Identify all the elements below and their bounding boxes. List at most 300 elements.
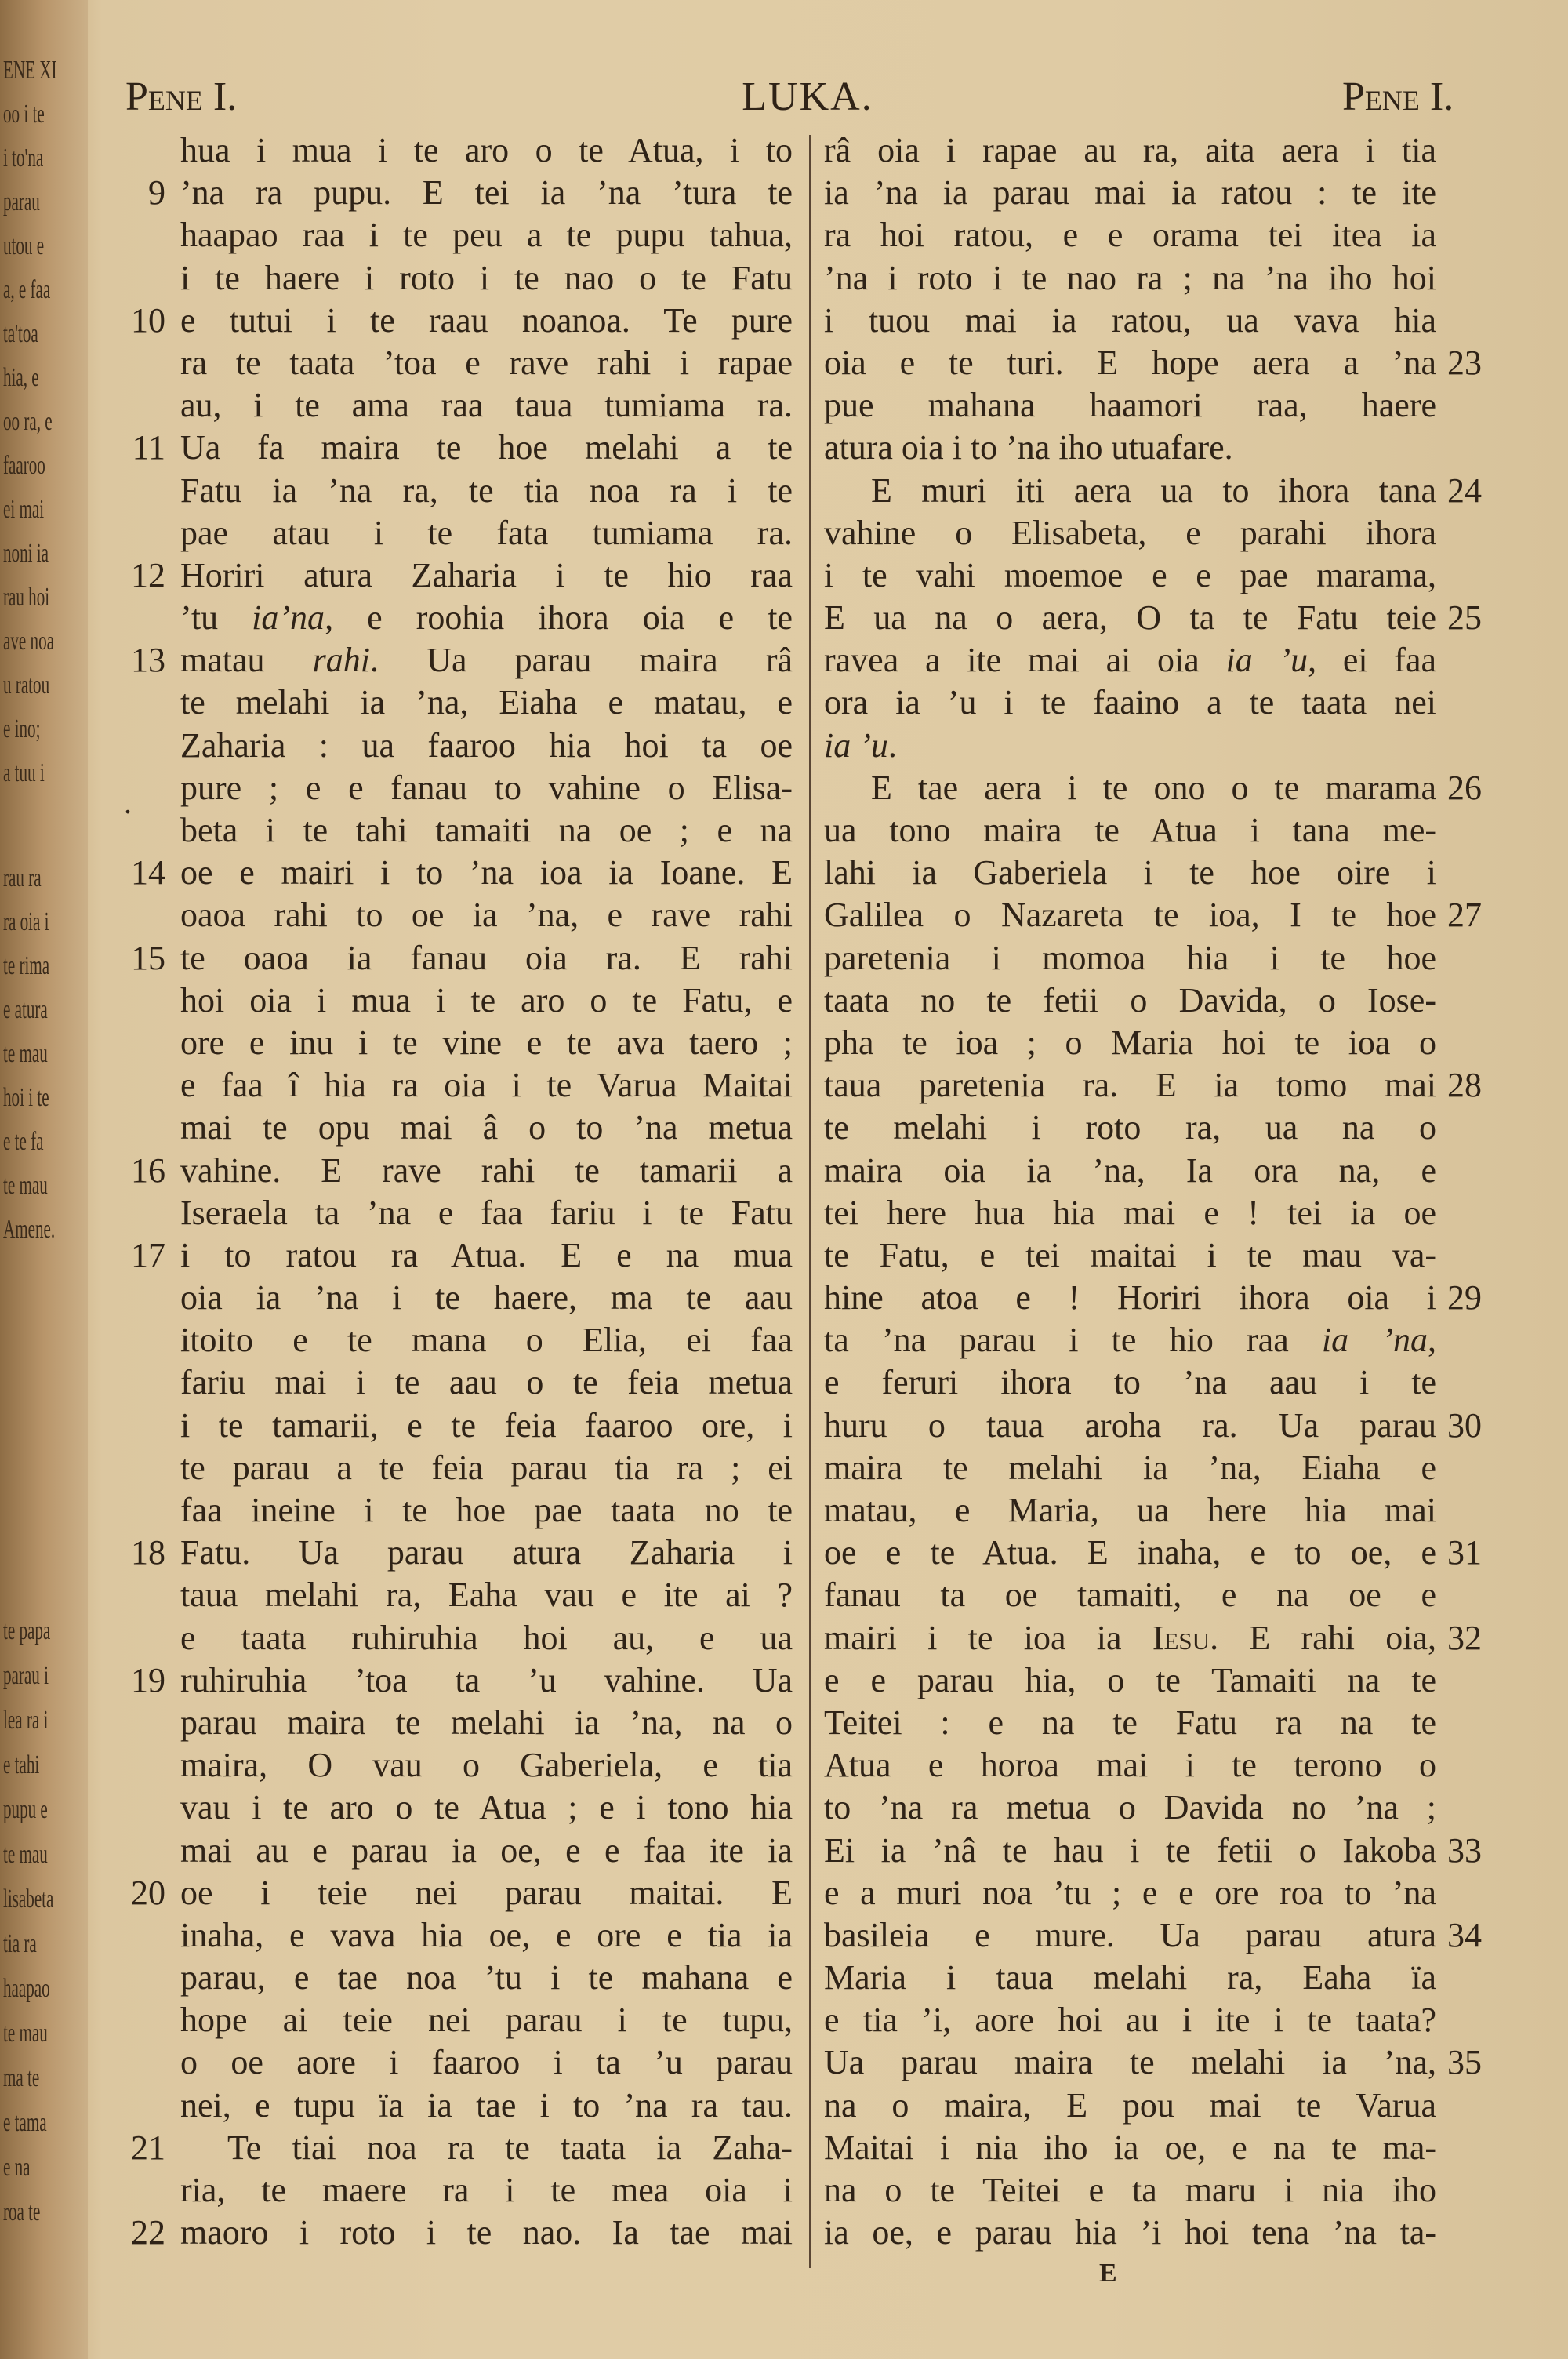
text-line <box>824 1872 1436 1914</box>
line-text <box>180 1702 793 1744</box>
verse-number: 10 <box>131 300 165 340</box>
margin-fragment: a tuu i <box>3 758 45 787</box>
text-line <box>180 1022 793 1064</box>
text-line <box>824 1361 1436 1404</box>
text-line <box>824 1999 1436 2041</box>
text-line <box>180 1192 793 1234</box>
text-segment: ia ’na ia parau mai ia ratou : te ite <box>824 173 1436 213</box>
text-line <box>824 384 1436 427</box>
text-line <box>180 682 793 724</box>
line-text <box>180 1914 793 1957</box>
text-segment: paretenia i momoa hia i te hoe <box>824 938 1436 977</box>
text-segment: parau, e tae noa ’tu i te mahana e <box>180 1958 793 1997</box>
margin-fragment: te papa <box>3 1616 51 1645</box>
text-line <box>824 1957 1436 1999</box>
text-segment: ore e inu i te vine e te ava taero ; <box>180 1023 793 1062</box>
text-line <box>180 1319 793 1361</box>
text-segment: taua paretenia ra. E ia tomo mai <box>824 1066 1436 1105</box>
text-line <box>180 1702 793 1744</box>
text-line <box>824 1744 1436 1787</box>
line-text <box>180 1574 793 1616</box>
text-line <box>131 1872 793 1914</box>
text-line <box>824 1489 1436 1532</box>
text-segment: e faa î hia ra oia i te Varua Maitai <box>180 1066 793 1105</box>
text-segment: maira te melahi ia ’na, Eiaha e <box>824 1448 1436 1487</box>
text-segment: Te tiai noa ra te taata ia Zaha- <box>227 2128 793 2167</box>
line-text <box>180 214 793 256</box>
line-text <box>824 172 1436 214</box>
line-text <box>824 554 1436 597</box>
text-segment: ra te taata ’toa e rave rahi i rapae <box>180 343 793 382</box>
text-segment: , <box>1428 1321 1436 1360</box>
line-text <box>824 852 1436 894</box>
line-text <box>180 725 793 767</box>
line-text <box>824 2212 1436 2254</box>
text-line <box>824 2085 1436 2127</box>
text-line <box>824 1277 1482 1319</box>
line-text <box>824 2041 1436 2084</box>
text-line <box>824 172 1436 214</box>
line-text <box>180 809 793 852</box>
verse-number: 34 <box>1447 1915 1482 1954</box>
line-text <box>180 1150 793 1192</box>
text-segment: oia e te turi. E hope aera a ’na <box>824 343 1436 382</box>
text-line <box>824 682 1436 724</box>
text-line <box>824 1914 1482 1957</box>
line-text <box>180 852 793 894</box>
line-text <box>824 725 1436 767</box>
line-text <box>824 1361 1436 1404</box>
margin-fragment: oo i te <box>3 100 45 129</box>
text-line <box>824 1702 1436 1744</box>
margin-fragment: a, e faa <box>3 275 51 304</box>
margin-fragment: hia, e <box>3 363 39 392</box>
line-text <box>180 597 793 639</box>
line-text <box>824 1702 1436 1744</box>
text-segment: Ua parau maira te melahi ia ’na, <box>824 2043 1436 2082</box>
text-line <box>824 427 1436 469</box>
text-line <box>180 470 793 512</box>
line-text <box>824 1914 1436 1957</box>
text-line <box>824 554 1436 597</box>
running-header-right: Pene I. <box>1342 75 1454 119</box>
line-text <box>824 300 1436 342</box>
text-segment: maoro i roto i te nao. Ia tae mai <box>180 2213 793 2252</box>
margin-fragment: te mau <box>3 1171 48 1200</box>
text-segment: ria, te maere ra i te mea oia i <box>180 2171 793 2209</box>
text-segment: maira oia ia ’na, Ia ora na, e <box>824 1150 1436 1190</box>
text-segment: mai au e parau ia oe, e e faa ite ia <box>180 1830 793 1870</box>
verse-number: 15 <box>131 938 165 977</box>
text-line <box>180 512 793 554</box>
line-text <box>180 129 793 172</box>
verse-number: 20 <box>131 1873 165 1912</box>
line-text <box>180 1022 793 1064</box>
line-text <box>180 1192 793 1234</box>
text-segment: basileia e mure. Ua parau atura <box>824 1915 1436 1954</box>
margin-fragment: rau hoi <box>3 583 50 612</box>
text-line <box>131 852 793 894</box>
line-text <box>824 597 1436 639</box>
text-segment: maira, O vau o Gaberiela, e tia <box>180 1746 793 1785</box>
text-line <box>824 1532 1482 1574</box>
text-segment: fanau ta oe tamaiti, e na oe e <box>824 1576 1436 1615</box>
margin-fragment: noni ia <box>3 539 49 568</box>
text-segment: râ oia i rapae au ra, aita aera i tia <box>824 131 1436 169</box>
margin-fragment: e te fa <box>3 1127 44 1156</box>
text-line <box>180 1787 793 1829</box>
text-line <box>824 2041 1482 2084</box>
line-text <box>180 554 793 597</box>
margin-fragment: pupu e <box>3 1795 48 1824</box>
text-segment: ravea a ite mai ai oia <box>824 641 1226 680</box>
line-text <box>824 1659 1436 1702</box>
text-segment: ia oe, e parau hia ’i hoi tena ’na ta- <box>824 2213 1436 2252</box>
line-text <box>824 1489 1436 1532</box>
text-line <box>824 2127 1436 2169</box>
line-text <box>180 1361 793 1404</box>
text-segment: , ei faa <box>1308 641 1436 680</box>
text-line <box>131 1234 793 1277</box>
text-segment: e e parau hia, o te Tamaiti na te <box>824 1660 1436 1699</box>
text-segment: oaoa rahi to oe ia ’na, e rave rahi <box>180 896 793 935</box>
text-segment: parau maira te melahi ia ’na, na o <box>180 1703 793 1742</box>
text-line <box>824 597 1482 639</box>
text-segment: Maria i taua melahi ra, Eaha ïa <box>824 1958 1436 1997</box>
text-segment: lahi ia Gaberiela i te hoe oire i <box>824 853 1436 892</box>
margin-fragment: hoi i te <box>3 1083 49 1112</box>
margin-fragment: ENE XI <box>3 56 57 85</box>
margin-fragment: Amene. <box>3 1215 56 1244</box>
text-line <box>180 809 793 852</box>
text-segment: vahine o Elisabeta, e parahi ihora <box>824 513 1436 552</box>
text-line <box>180 384 793 427</box>
margin-fragment: te mau <box>3 1840 48 1869</box>
text-segment: oe i teie nei parau maitai. E <box>180 1873 793 1912</box>
line-text <box>824 129 1436 172</box>
text-segment: mai te opu mai â o to ’na metua <box>180 1108 793 1147</box>
margin-fragment: i to'na <box>3 144 44 173</box>
line-text <box>824 1064 1436 1107</box>
text-segment: E muri iti aera ua to ihora tana <box>871 471 1436 510</box>
text-line <box>824 767 1482 809</box>
text-segment: e a muri noa ’tu ; e e ore roa to ’na <box>824 1873 1436 1912</box>
line-text <box>824 1107 1436 1149</box>
text-segment: o oe aore i faaroo i ta ’u parau <box>180 2043 793 2082</box>
text-line <box>824 1617 1482 1659</box>
verse-number: 11 <box>132 428 165 467</box>
running-header-left: Pene I. <box>125 75 238 119</box>
text-segment: pha te ioa ; o Maria hoi te ioa o <box>824 1023 1436 1062</box>
line-text <box>824 1744 1436 1787</box>
line-text <box>180 1744 793 1787</box>
text-segment: , e roohia ihora oia e te <box>325 598 793 638</box>
line-text <box>824 639 1436 682</box>
line-text <box>824 2085 1436 2127</box>
text-segment: . E rahi oia, <box>1210 1618 1436 1657</box>
text-segment: pae atau i te fata tumiama ra. <box>180 513 793 552</box>
text-segment: ra hoi ratou, e e orama tei itea ia <box>824 216 1436 255</box>
margin-fragment: ave noa <box>3 627 54 656</box>
running-header-title <box>0 72 1568 122</box>
text-segment: Ua fa maira te hoe melahi a te <box>180 428 793 467</box>
text-line <box>824 129 1436 172</box>
text-line <box>180 1447 793 1489</box>
line-text <box>180 1405 793 1447</box>
line-text <box>824 1574 1436 1616</box>
line-text <box>180 1659 793 1702</box>
text-segment: Fatu. Ua parau atura Zaharia i <box>180 1533 793 1572</box>
margin-fragment: haapao <box>3 1974 50 2003</box>
text-line <box>824 937 1436 980</box>
italic-text: rahi <box>312 641 371 680</box>
line-text <box>180 427 793 469</box>
text-segment: E ua na o aera, O ta te Fatu teie <box>824 598 1436 638</box>
line-text <box>180 639 793 682</box>
text-segment: itoito e te mana o Elia, ei faa <box>180 1321 793 1360</box>
text-segment: oia ia ’na i te haere, ma te aau <box>180 1278 793 1318</box>
text-line <box>180 767 793 809</box>
italic-text: ia ’u <box>824 725 888 765</box>
text-line <box>824 300 1436 342</box>
text-line <box>131 639 793 682</box>
text-segment: te melahi ia ’na, Eiaha e matau, e <box>180 683 793 722</box>
line-text <box>824 1830 1436 1872</box>
text-segment: hine atoa e ! Horiri ihora oia i <box>824 1278 1436 1318</box>
text-segment: Galilea o Nazareta te ioa, I te hoe <box>824 896 1436 935</box>
margin-fragment: ei mai <box>3 495 45 524</box>
text-line <box>824 1447 1436 1489</box>
text-segment: pure ; e e fanau to vahine o Elisa- <box>180 768 793 807</box>
text-line <box>824 1830 1482 1872</box>
line-text <box>180 1234 793 1277</box>
verse-number: 12 <box>131 555 165 594</box>
small-caps-text: esu <box>1163 1618 1210 1657</box>
text-line <box>180 1830 793 1872</box>
signature-mark: E <box>1099 2259 1117 2288</box>
text-segment: ’tu <box>180 598 252 638</box>
line-text <box>824 1234 1436 1277</box>
margin-fragment: e tahi <box>3 1750 40 1779</box>
line-text <box>824 257 1436 300</box>
verse-number: 30 <box>1447 1405 1482 1445</box>
text-segment: matau <box>180 641 313 680</box>
text-segment: haapao raa i te peu a te pupu tahua, <box>180 216 793 255</box>
verse-number: 18 <box>131 1533 165 1572</box>
italic-text: ia ’na <box>1321 1321 1428 1360</box>
text-line <box>131 300 793 342</box>
text-line <box>824 512 1436 554</box>
line-text <box>180 470 793 512</box>
text-line <box>131 1532 793 1574</box>
verse-number: 27 <box>1447 896 1482 935</box>
text-segment: . <box>887 725 897 765</box>
text-segment: na o maira, E pou mai te Varua <box>824 2085 1436 2125</box>
text-line <box>824 2212 1436 2254</box>
line-text <box>180 257 793 300</box>
verse-number: 16 <box>131 1150 165 1190</box>
line-text <box>824 342 1436 384</box>
line-text <box>824 1319 1436 1361</box>
line-text <box>824 682 1436 724</box>
verse-number: 32 <box>1447 1618 1482 1657</box>
line-text <box>180 1447 793 1489</box>
line-text <box>180 2212 793 2254</box>
margin-dot: . <box>124 785 132 820</box>
margin-fragment: te mau <box>3 1039 48 1068</box>
text-segment: taata no te fetii o Davida, o Iose- <box>824 980 1436 1020</box>
text-line <box>180 129 793 172</box>
text-segment: te melahi i roto ra, ua na o <box>824 1108 1436 1147</box>
line-text <box>180 1957 793 1999</box>
text-line <box>824 470 1482 512</box>
text-line <box>180 1277 793 1319</box>
text-segment: Fatu ia ’na ra, te tia noa ra i te <box>180 471 793 510</box>
text-segment: i tuou mai ia ratou, ua vava hia <box>824 300 1436 340</box>
line-text <box>824 894 1436 936</box>
margin-fragment: lisabeta <box>3 1885 54 1914</box>
text-segment: te parau a te feia parau tia ra ; ei <box>180 1448 793 1487</box>
text-line <box>148 172 793 214</box>
text-segment: faa ineine i te hoe pae taata no te <box>180 1491 793 1529</box>
text-segment: vau i te aro o te Atua ; e i tono hia <box>180 1788 793 1827</box>
line-text <box>824 809 1436 852</box>
line-text <box>180 2169 793 2212</box>
margin-fragment: u ratou <box>3 671 50 700</box>
text-line <box>180 342 793 384</box>
line-text <box>824 1872 1436 1914</box>
text-line <box>824 894 1482 936</box>
text-line <box>180 1107 793 1149</box>
verse-number: 28 <box>1447 1066 1482 1105</box>
line-text <box>180 300 793 342</box>
margin-fragment: parau <box>3 187 40 216</box>
margin-fragment: e atura <box>3 995 48 1024</box>
line-text <box>180 1107 793 1149</box>
margin-fragment: rau ra <box>3 863 42 892</box>
line-text <box>824 512 1436 554</box>
line-text <box>180 384 793 427</box>
text-line <box>824 1192 1436 1234</box>
text-segment: ua tono maira te Atua i tana me- <box>824 811 1436 849</box>
text-line <box>131 2212 793 2254</box>
line-text <box>824 980 1436 1022</box>
verse-number: 22 <box>131 2213 165 2252</box>
text-line <box>824 639 1436 682</box>
verse-number: 21 <box>131 2128 165 2167</box>
text-line <box>180 1405 793 1447</box>
text-line <box>824 214 1436 256</box>
line-text <box>180 1532 793 1574</box>
line-text <box>824 384 1436 427</box>
line-text <box>180 682 793 724</box>
text-segment: oe e mairi i to ’na ioa ia Ioane. E <box>180 853 793 892</box>
text-segment: hoi oia i mua i te aro o te Fatu, e <box>180 980 793 1020</box>
text-line <box>180 1744 793 1787</box>
text-segment: fariu mai i te aau o te feia metua <box>180 1363 793 1402</box>
margin-fragment: ta'toa <box>3 319 38 348</box>
line-text <box>824 937 1436 980</box>
text-line <box>824 1234 1436 1277</box>
text-segment: e tia ’i, aore hoi au i ite i te taata? <box>824 2001 1436 2040</box>
text-segment: matau, e Maria, ua here hia mai <box>824 1491 1436 1529</box>
line-text <box>180 2085 793 2127</box>
margin-fragment: faaroo <box>3 451 45 480</box>
margin-fragment: e ino; <box>3 714 41 743</box>
margin-fragment: utou e <box>3 231 45 260</box>
margin-fragment: tia ra <box>3 1929 37 1958</box>
line-text <box>824 1405 1436 1447</box>
text-line <box>180 1489 793 1532</box>
line-text <box>180 1277 793 1319</box>
line-text <box>824 1957 1436 1999</box>
text-segment: E tae aera i te ono o te marama <box>871 768 1436 807</box>
verse-number: 23 <box>1447 343 1482 382</box>
right-text-column <box>824 129 1482 2254</box>
text-segment: nei, e tupu ïa ia tae i to ’na ra tau. <box>180 2085 793 2125</box>
text-line <box>824 2169 1436 2212</box>
line-text <box>180 1787 793 1829</box>
text-line <box>824 1574 1436 1616</box>
line-text <box>824 1447 1436 1489</box>
text-segment: . Ua parau maira râ <box>370 641 793 680</box>
text-segment: i te vahi moemoe e e pae marama, <box>824 555 1436 594</box>
verse-number: 24 <box>1447 471 1482 510</box>
text-line <box>180 214 793 256</box>
text-segment: Maitai i nia iho ia oe, e na te ma- <box>824 2128 1436 2167</box>
verse-number: 14 <box>131 853 165 892</box>
text-segment: i te tamarii, e te feia faaroo ore, i <box>180 1405 793 1445</box>
verse-number: 25 <box>1447 598 1482 638</box>
line-text <box>180 172 793 214</box>
text-segment: inaha, e vava hia oe, e ore e tia ia <box>180 1915 793 1954</box>
text-line <box>180 1999 793 2041</box>
text-segment: mairi i te ioa ia I <box>824 1618 1164 1657</box>
line-text <box>180 1872 793 1914</box>
verse-number: 13 <box>131 641 165 680</box>
text-segment: Ei ia ’nâ te hau i te fetii o Iakoba <box>824 1830 1436 1870</box>
line-text <box>824 1787 1436 1829</box>
line-text <box>180 894 793 936</box>
verse-number: 9 <box>148 173 165 213</box>
text-segment: au, i te ama raa taua tumiama ra. <box>180 386 793 425</box>
margin-fragment: oo ra, e <box>3 407 53 436</box>
text-segment: Horiri atura Zaharia i te hio raa <box>180 555 793 594</box>
text-line <box>180 1574 793 1616</box>
margin-fragment: roa te <box>3 2197 41 2226</box>
line-text <box>824 1999 1436 2041</box>
line-text <box>180 342 793 384</box>
text-segment: ’na i roto i te nao ra ; na ’na iho hoi <box>824 258 1436 297</box>
verse-number: 31 <box>1447 1533 1482 1572</box>
margin-fragment: e na <box>3 2153 31 2182</box>
text-segment: e feruri ihora to ’na aau i te <box>824 1363 1436 1402</box>
line-text <box>180 1830 793 1872</box>
text-segment: atura oia i to ’na iho utuafare. <box>824 428 1233 467</box>
verse-number: 26 <box>1447 768 1482 807</box>
line-text <box>180 1617 793 1659</box>
line-text <box>180 512 793 554</box>
text-line <box>824 809 1436 852</box>
text-line <box>180 1957 793 1999</box>
text-segment: i te haere i roto i te nao o te Fatu <box>180 258 793 297</box>
text-segment: Iseraela ta ’na e faa fariu i te Fatu <box>180 1193 793 1232</box>
text-segment: te oaoa ia fanau oia ra. E rahi <box>180 938 793 977</box>
text-segment: Teitei : e na te Fatu ra na te <box>824 1703 1436 1742</box>
text-line <box>180 1914 793 1957</box>
line-text <box>824 2169 1436 2212</box>
text-segment: tei here hua hia mai e ! tei ia oe <box>824 1193 1436 1232</box>
